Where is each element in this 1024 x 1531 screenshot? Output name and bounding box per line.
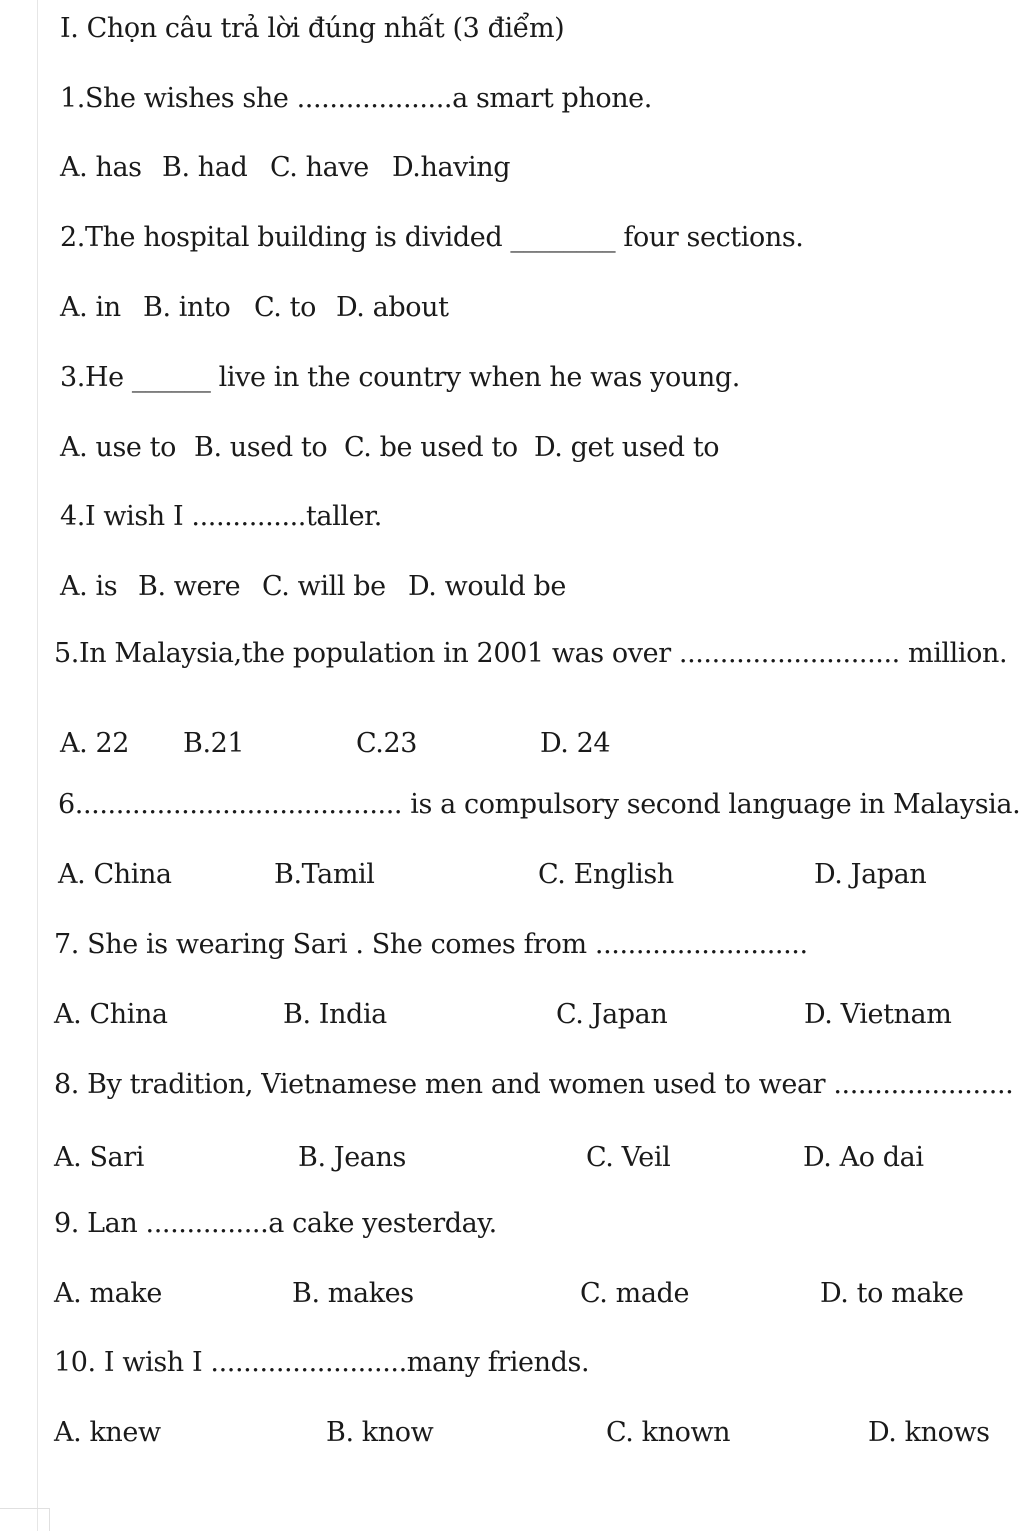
q3-option-b[interactable]: B. used to (194, 432, 328, 463)
q9-option-b[interactable]: B. makes (292, 1278, 414, 1309)
question-8: 8. By tradition, Vietnamese men and women used to wear ...................... (54, 1069, 1014, 1100)
section-title: I. Chọn câu trả lời đúng nhất (3 điểm) (60, 13, 565, 44)
q9-option-d[interactable]: D. to make (820, 1278, 964, 1309)
question-6: 6........................................ is a compulsory second language in Malaysia. (58, 789, 1021, 820)
q7-option-b[interactable]: B. India (283, 999, 387, 1030)
q2-option-c[interactable]: C. to (254, 292, 316, 323)
q2-option-d[interactable]: D. about (336, 292, 449, 323)
q1-option-a[interactable]: A. has (60, 152, 142, 183)
q8-option-c[interactable]: C. Veil (586, 1142, 671, 1173)
q5-option-a[interactable]: A. 22 (60, 728, 130, 759)
q6-option-c[interactable]: C. English (538, 859, 674, 890)
q10-option-c[interactable]: C. known (606, 1417, 731, 1448)
question-2: 2.The hospital building is divided ________ four sections. (60, 222, 804, 253)
page-corner-mark (0, 1508, 50, 1531)
q4-option-d[interactable]: D. would be (408, 571, 566, 602)
page-left-edge (0, 0, 38, 1531)
q7-option-a[interactable]: A. China (54, 999, 168, 1030)
q1-option-c[interactable]: C. have (270, 152, 369, 183)
q10-option-a[interactable]: A. knew (54, 1417, 161, 1448)
question-1: 1.She wishes she ...................a smart phone. (60, 83, 652, 114)
q1-option-d[interactable]: D.having (392, 152, 511, 183)
q9-option-c[interactable]: C. made (580, 1278, 690, 1309)
question-5: 5.In Malaysia,the population in 2001 was over ........................... million. (54, 638, 1008, 669)
q3-option-d[interactable]: D. get used to (534, 432, 720, 463)
q10-option-b[interactable]: B. know (326, 1417, 434, 1448)
q6-option-d[interactable]: D. Japan (814, 859, 927, 890)
q7-option-c[interactable]: C. Japan (556, 999, 668, 1030)
q3-option-c[interactable]: C. be used to (344, 432, 518, 463)
q5-option-d[interactable]: D. 24 (540, 728, 611, 759)
q8-option-b[interactable]: B. Jeans (298, 1142, 406, 1173)
q2-option-a[interactable]: A. in (60, 292, 121, 323)
question-7: 7. She is wearing Sari . She comes from .......................... (54, 929, 808, 960)
q7-option-d[interactable]: D. Vietnam (804, 999, 952, 1030)
q6-option-b[interactable]: B.Tamil (274, 859, 375, 890)
q6-option-a[interactable]: A. China (58, 859, 172, 890)
q5-option-c[interactable]: C.23 (356, 728, 418, 759)
question-9: 9. Lan ...............a cake yesterday. (54, 1208, 497, 1239)
q10-option-d[interactable]: D. knows (868, 1417, 990, 1448)
q8-option-a[interactable]: A. Sari (54, 1142, 144, 1173)
question-3: 3.He ______ live in the country when he was young. (60, 362, 740, 393)
q3-option-a[interactable]: A. use to (60, 432, 176, 463)
q2-option-b[interactable]: B. into (143, 292, 231, 323)
q5-option-b[interactable]: B.21 (183, 728, 245, 759)
question-10: 10. I wish I ........................many friends. (54, 1347, 590, 1378)
question-4: 4.I wish I ..............taller. (60, 501, 382, 532)
q4-option-b[interactable]: B. were (138, 571, 241, 602)
q9-option-a[interactable]: A. make (54, 1278, 162, 1309)
q4-option-a[interactable]: A. is (60, 571, 118, 602)
q1-option-b[interactable]: B. had (162, 152, 248, 183)
q4-option-c[interactable]: C. will be (262, 571, 386, 602)
q8-option-d[interactable]: D. Ao dai (803, 1142, 924, 1173)
